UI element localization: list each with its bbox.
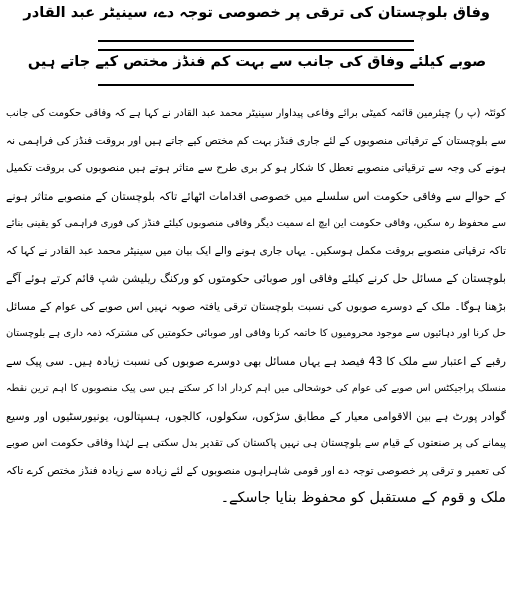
body-line: منسلک پراجیکٹس اس صوبے کی عوام کی خوشحالی میں اہم کردار ادا کر سکتے ہیں سی پیک منصوبوں کا اہم ترین نقطہ	[6, 383, 506, 394]
body-line: حل کرنا اور دہائیوں سے موجود محرومیوں کا خاتمہ کرنا وفاقی اور صوبائی حکومتیں کی مشترکہ ذمہ داری ہے بلوچستان	[6, 328, 506, 339]
headline-rule-top	[98, 40, 414, 42]
body-line: سے بلوچستان کے ترقیاتی منصوبوں کے لئے جاری فنڈز بہت کم مختص کیے جاتے ہیں اور بروقت فنڈز کی فراہمی نہ	[6, 134, 506, 147]
body-line: سے محفوظ رہ سکیں، وفاقی حکومت این ایچ اے سمیت دیگر وفاقی منصوبوں کیلئے فنڈز کی فوری فراہمی کو یقینی بنائے	[6, 218, 506, 229]
body-line: ہونے کی وجہ سے ترقیاتی منصوبے تعطل کا شکار ہو کر بری طرح سے متاثر ہوتے ہیں منصوبوں کی بروقت تکمیل	[6, 162, 506, 174]
body-line: تاکہ ترقیاتی منصوبے بروقت مکمل ہوسکیں۔ یہاں جاری ہونے والے ایک بیان میں سینیٹر محمد عبد القادر نے کہا کہ	[6, 244, 506, 257]
headline-secondary: صوبے کیلئے وفاق کی جانب سے بہت کم فنڈز مختص کیے جاتے ہیں	[27, 54, 487, 70]
body-line: بلوچستان کے مسائل حل کرنے کیلئے وفاقی اور صوبائی حکومتوں کو ورکنگ ریلیشن شپ قائم کرتے ہوئے آگے	[6, 272, 506, 285]
headline-rule-middle	[98, 49, 414, 51]
body-line: ملک و قوم کے مستقبل کو محفوظ بنایا جاسکے۔	[220, 490, 506, 506]
body-line: پیمانے کی پر صنعتوں کے قیام سے بلوچستان ہی نہیں پاکستان کی تقدیر بدل سکتی ہے لہٰذا وفاقی حکومت اس صوبے	[6, 438, 506, 449]
body-line: گوادر پورٹ ہے بین الاقوامی معیار کے مطابق سڑکوں، سکولوں، کالجوں، ہسپتالوں، یونیورسٹیوں اور وسیع	[6, 409, 506, 423]
body-line: کوئٹہ (پ ر) چیئرمین قائمہ کمیٹی برائے وفاعی پیداوار سینیٹر محمد عبد القادر نے کہا ہے کہ وفاقی حکومت کی جانب	[6, 108, 506, 119]
body-line: رقبے کے اعتبار سے ملک کا 43 فیصد ہے یہاں مسائل بھی دوسرے صوبوں کی نسبت زیادہ ہیں۔ سی پیک سے	[6, 354, 506, 368]
body-line: کی تعمیر و ترقی پر خصوصی توجہ دے اور قومی شاہراہوں منصوبوں کے لئے زیادہ سے زیادہ فنڈز مختص کرے تاکہ	[6, 464, 506, 477]
headline-primary: وفاق بلوچستان کی ترقی پر خصوصی توجہ دے، سینیٹر عبد القادر	[23, 4, 490, 21]
article-body	[6, 100, 506, 513]
body-line: بڑھنا ہوگا۔ ملک کے دوسرے صوبوں کی نسبت بلوچستان ترقی یافتہ صوبہ نہیں اس صوبے کی عوام کے مسائل	[6, 299, 506, 313]
body-line: کے حوالے سے وفاقی حکومت اس سلسلے میں خصوصی اقدامات اٹھائے تاکہ بلوچستان کے منصوبے متاثر ہونے	[6, 189, 506, 203]
headline-rule-bottom	[98, 84, 414, 86]
